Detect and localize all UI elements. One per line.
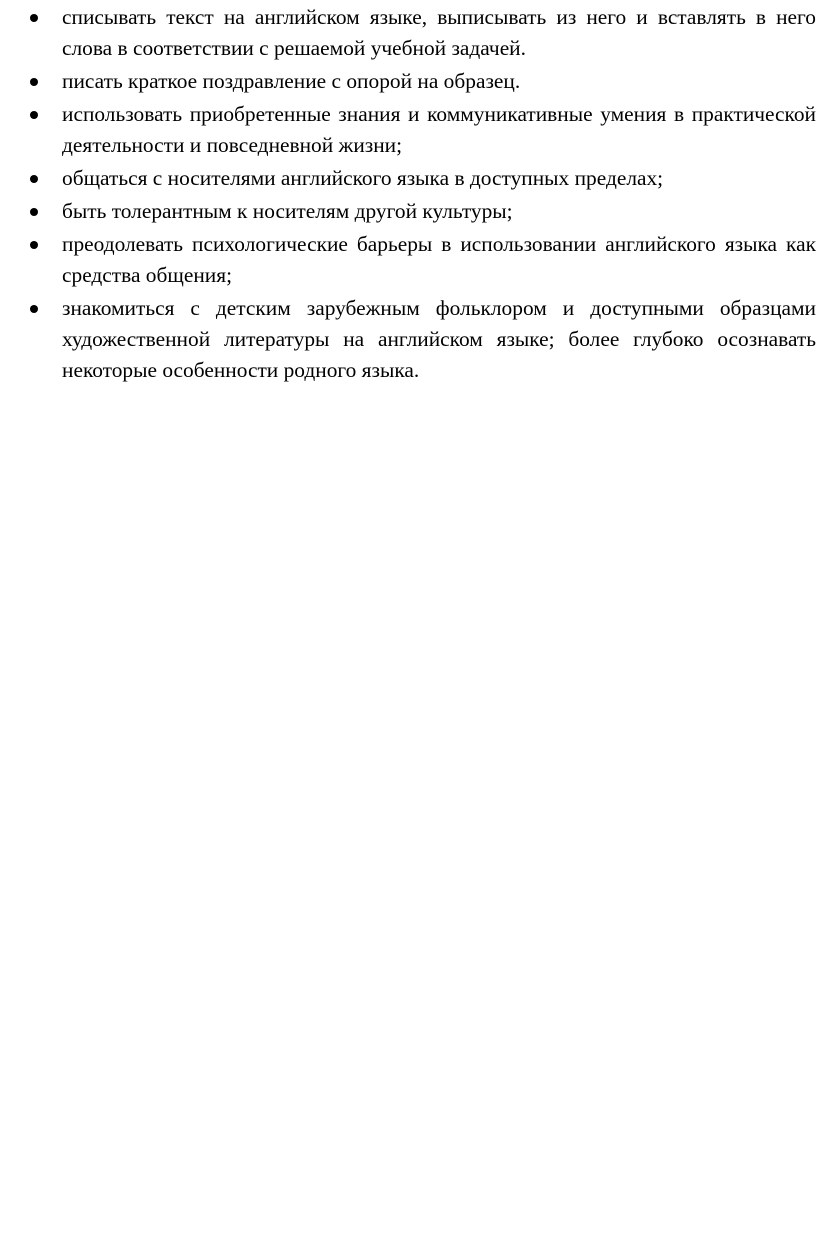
list-item [28, 99, 816, 161]
list-item-text: списывать текст на английском языке, выписывать из него и вставлять в него слова в соответствии с решаемой учебной задачей. [62, 5, 816, 60]
list-item [28, 229, 816, 291]
list-item-text: писать краткое поздравление с опорой на образец. [62, 69, 521, 93]
bullet-icon [30, 14, 38, 22]
bullet-icon [30, 208, 38, 216]
list-item-text: знакомиться с детским зарубежным фольклором и доступными образцами художественной литературы на английском языке; более глубоко осознавать некоторые особенности родного языка. [62, 296, 816, 382]
bullet-icon [30, 241, 38, 249]
list-item-text: общаться с носителями английского языка в доступных пределах; [62, 166, 664, 190]
list-item-text: использовать приобретенные знания и коммуникативные умения в практической деятельности и повседневной жизни; [62, 102, 816, 157]
list-item-text: быть толерантным к носителям другой культуры; [62, 199, 513, 223]
list-item [28, 196, 816, 227]
bullet-icon [30, 78, 38, 86]
list-item-text: преодолевать психологические барьеры в использовании английского языка как средства общения; [62, 232, 816, 287]
list-item [28, 66, 816, 97]
list-item [28, 163, 816, 194]
bullet-icon [30, 175, 38, 183]
list-item [28, 293, 816, 386]
bullet-icon [30, 111, 38, 119]
bullet-list [28, 2, 816, 388]
bullet-icon [30, 305, 38, 313]
list-item [28, 2, 816, 64]
